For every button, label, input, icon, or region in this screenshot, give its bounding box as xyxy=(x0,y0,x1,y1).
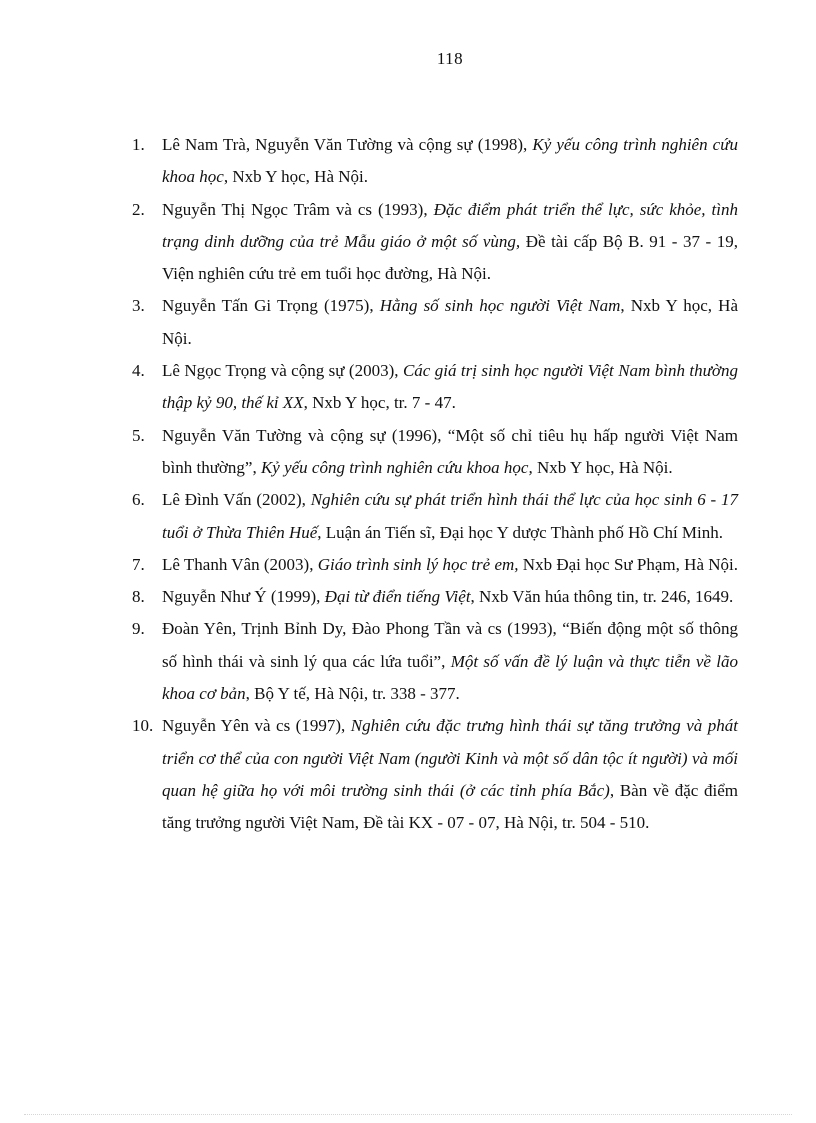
reference-segment: , Nxb Văn húa thông tin, tr. 246, 1649. xyxy=(470,587,734,607)
reference-item xyxy=(132,420,738,485)
reference-segment: Nguyễn Văn Tường và cộng sự (1996), “Một số chỉ tiêu hụ hấp người Việt Nam bình thường”, xyxy=(162,425,738,477)
reference-segment: Lê Đình Vấn (2002), xyxy=(162,490,311,510)
reference-text xyxy=(162,194,738,291)
reference-text xyxy=(162,710,738,839)
reference-segment: Nguyễn Yên và cs (1997), xyxy=(162,716,351,736)
reference-segment: Nguyễn Như Ý (1999), xyxy=(162,587,325,607)
reference-segment: , Nxb Y học, Hà Nội. xyxy=(162,296,738,348)
reference-segment: Đề tài cấp Bộ B. 91 - 37 - 19, Viện nghiên cứu trẻ em tuổi học đường, Hà Nội. xyxy=(162,231,738,284)
reference-text xyxy=(162,355,738,420)
reference-text xyxy=(162,581,738,613)
reference-segment: , Bộ Y tế, Hà Nội, tr. 338 - 377. xyxy=(245,684,460,704)
reference-number: 4. xyxy=(132,361,145,381)
reference-number: 1. xyxy=(132,135,145,154)
reference-segment: Nguyễn Thị Ngọc Trâm và cs (1993), xyxy=(162,199,434,219)
reference-item xyxy=(132,484,738,549)
reference-item xyxy=(132,355,738,420)
reference-item xyxy=(132,581,738,613)
reference-segment: Nxb Đại học Sư Phạm, Hà Nội. xyxy=(518,554,739,574)
reference-title: Một số vấn đề lý luận và thực tiễn về lão khoa cơ bản xyxy=(162,651,738,704)
reference-title: Giáo trình sinh lý học trẻ em, xyxy=(317,554,519,574)
reference-title: Kỷ yếu công trình nghiên cứu khoa học, xyxy=(260,457,533,477)
reference-segment: Lê Thanh Vân (2003), xyxy=(162,554,318,574)
reference-text xyxy=(162,613,738,710)
reference-segment: , Nxb Y học, tr. 7 - 47. xyxy=(303,393,456,413)
reference-text xyxy=(162,484,738,549)
reference-text xyxy=(162,420,738,485)
reference-item xyxy=(132,129,738,194)
reference-item xyxy=(132,613,738,710)
reference-title: Nghiên cứu sự phát triển hình thái thể lực của học sinh 6 - 17 tuổi ở Thừa Thiên Huế xyxy=(162,490,738,542)
reference-segment: , Luận án Tiến sĩ, Đại học Y dược Thành phố Hồ Chí Minh. xyxy=(317,522,724,542)
reference-number: 3. xyxy=(132,296,145,316)
reference-text xyxy=(162,290,738,355)
reference-number: 7. xyxy=(132,554,145,574)
reference-number: 10. xyxy=(132,716,154,736)
reference-number: 2. xyxy=(132,199,145,219)
reference-segment: Nguyễn Tấn Gi Trọng (1975), xyxy=(162,296,380,316)
reference-title: Đặc điểm phát triển thể lực, sức khỏe, tình trạng dinh dưỡng của trẻ Mẫu giáo ở một số vùng, xyxy=(162,199,738,251)
reference-number: 8. xyxy=(132,587,145,607)
reference-item xyxy=(132,194,738,291)
page-number: 118 xyxy=(436,49,464,68)
reference-number: 9. xyxy=(132,619,145,639)
reference-title: Kỷ yếu công trình nghiên cứu khoa học xyxy=(162,135,738,187)
reference-segment: Lê Ngọc Trọng và cộng sự (2003), xyxy=(162,361,403,381)
reference-segment: Nxb Y học, Hà Nội. xyxy=(532,457,673,477)
reference-list xyxy=(132,129,738,840)
reference-text xyxy=(162,549,738,581)
reference-item xyxy=(132,710,738,839)
reference-text xyxy=(162,129,738,194)
reference-number: 5. xyxy=(132,425,145,445)
reference-segment: Lê Nam Trà, Nguyễn Văn Tường và cộng sự (1998), xyxy=(162,135,533,154)
footer-divider xyxy=(24,1114,792,1115)
reference-segment: , Bàn về đặc điểm tăng trưởng người Việt Nam, Đề tài KX - 07 - 07, Hà Nội, tr. 504 - 510. xyxy=(162,780,738,833)
reference-segment: , Nxb Y học, Hà Nội. xyxy=(223,167,369,187)
reference-item xyxy=(132,549,738,581)
reference-item xyxy=(132,290,738,355)
reference-title: Các giá trị sinh học người Việt Nam bình thường thập kỷ 90, thế kỉ XX xyxy=(162,361,738,413)
reference-title: Nghiên cứu đặc trưng hình thái sự tăng trưởng và phát triển cơ thể của con người Việt Nam (người Kinh và một số dân tộc ít người) và mối quan hệ giữa họ với môi trường sinh thái (ở các tỉnh phía Bắc) xyxy=(162,716,738,800)
reference-segment: Đoàn Yên, Trịnh Bỉnh Dy, Đào Phong Tần và cs (1993), “Biến động một số thông số hình thái và sinh lý qua các lứa tuổi”, xyxy=(162,619,738,671)
reference-title: Đại từ điển tiếng Việt xyxy=(324,587,471,607)
reference-title: Hằng số sinh học người Việt Nam xyxy=(379,296,621,316)
reference-number: 6. xyxy=(132,490,145,510)
